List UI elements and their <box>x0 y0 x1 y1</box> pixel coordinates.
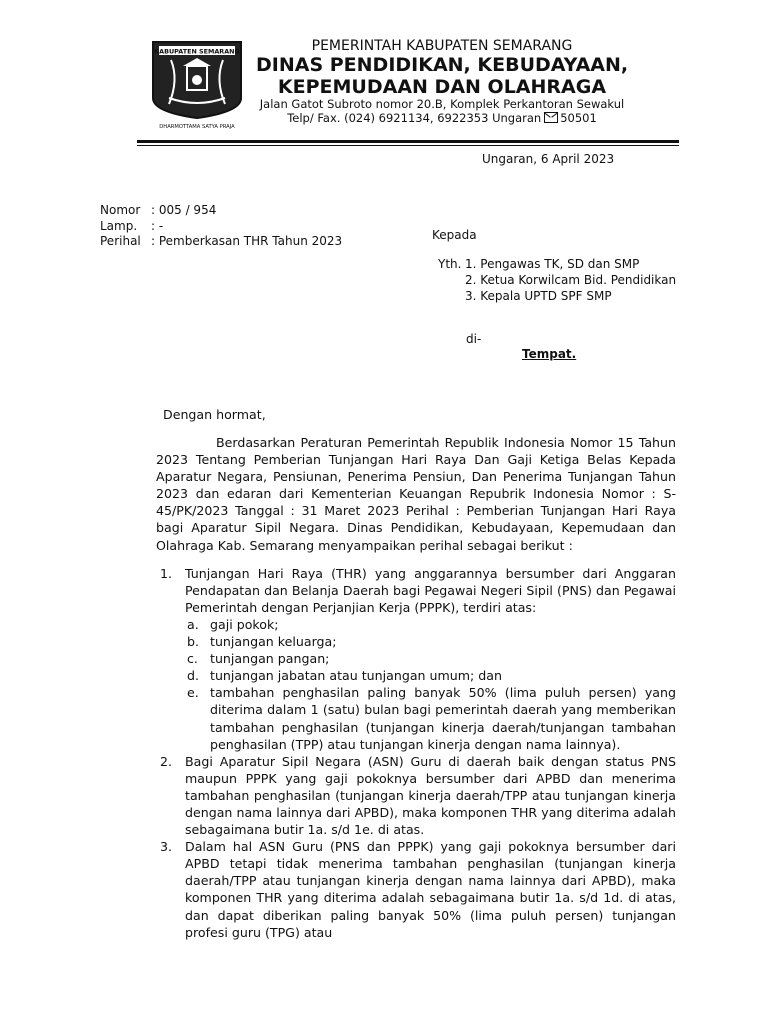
kepada-label: Kepada <box>432 228 477 242</box>
list-item <box>156 753 676 838</box>
lamp-value: : - <box>151 219 164 233</box>
salutation: Dengan hormat, <box>163 407 266 422</box>
perihal-label: Perihal <box>100 234 141 248</box>
sub-list-item <box>185 616 676 633</box>
point-text: Tunjangan Hari Raya (THR) yang anggarannya bersumber dari Anggaran Pendapatan dan Belanja Daerah bagi Pegawai Negeri Sipil (PNS) dan Pegawai Pemerintah dengan Perjanjian Kerja (PPPK), terdiri atas: <box>185 565 676 615</box>
letterhead-postal-code: 50501 <box>560 111 597 125</box>
list-item <box>156 565 676 753</box>
envelope-icon <box>544 112 558 123</box>
point-number: 2. <box>160 753 173 769</box>
point-number: 3. <box>160 839 173 855</box>
intro-paragraph: Berdasarkan Peraturan Pemerintah Republik Indonesia Nomor 15 Tahun 2023 Tentang Pemberian Tunjangan Hari Raya Dan Gaji Ketiga Belas Kepada Aparatur Negara, Pensiunan, Penerima Pensiun, Dan Penerima Tunjangan Tahun 2023 dan edaran dari Kementerian Keuangan Repubrik Indonesia Nomor : S-45/PK/2023 Tanggal : 31 Maret 2023 Perihal : Pemberian Tunjangan Hari Raya bagi Aparatur Sipil Negara. Dinas Pendidikan, Kebudayaan, Kepemudaan dan Olahraga Kab. Semarang menyampaikan perihal sebagai berikut : <box>156 435 676 553</box>
point-text: Bagi Aparatur Sipil Negara (ASN) Guru di daerah baik dengan status PNS maupun PPPK yang gaji pokoknya bersumber dari APBD dan menerima tambahan penghasilan (tunjangan kinerja daerah/TPP atau tunjangan kinerja dengan nama lainnya dari APBD), maka komponen THR yang diterima adalah sebagaimana butir 1a. s/d 1e. di atas. <box>185 753 676 838</box>
logo-motto: DHARMOTTAMA SATYA PRAJA <box>159 124 235 130</box>
sub-letter: c. <box>187 651 198 667</box>
sub-text: tambahan penghasilan paling banyak 50% (lima puluh persen) yang diterima dalam 1 (satu) bulan bagi pemerintah daerah yang memberikan tambahan penghasilan (tunjangan kinerja daerah/tunjangan tambahan penghasilan (TPP) atau tunjangan kinerja dengan nama lainnya). <box>210 685 676 752</box>
yth-label: Yth. <box>438 257 462 271</box>
points-list <box>156 565 676 941</box>
di-label: di- <box>466 332 482 346</box>
perihal-value: : Pemberkasan THR Tahun 2023 <box>151 234 343 248</box>
sub-text: tunjangan keluarga; <box>210 634 337 650</box>
letterhead-rule-thin <box>137 145 679 146</box>
sub-list-item <box>185 633 676 650</box>
letter-body <box>156 434 676 941</box>
letterhead-office-name-2: KEPEMUDAAN DAN OLAHRAGA <box>277 76 607 98</box>
sub-list-item <box>185 650 676 667</box>
letterhead-government: PEMERINTAH KABUPATEN SEMARANG <box>311 38 573 54</box>
sub-letter: a. <box>187 616 199 632</box>
sub-list-item <box>185 684 676 752</box>
sub-list-item <box>185 667 676 684</box>
list-item <box>156 838 676 941</box>
sub-text: gaji pokok; <box>210 616 279 632</box>
point-number: 1. <box>160 565 173 581</box>
sub-text: tunjangan jabatan atau tunjangan umum; dan <box>210 668 502 684</box>
recipient-item: 2. Ketua Korwilcam Bid. Pendidikan <box>465 273 677 287</box>
letterhead-phone: Telp/ Fax. (024) 6921134, 6922353 Ungaran <box>287 111 542 125</box>
lamp-label: Lamp. <box>100 219 138 233</box>
nomor-value: : 005 / 954 <box>151 203 217 217</box>
sub-letter: d. <box>187 668 199 684</box>
recipient-item: 1. Pengawas TK, SD dan SMP <box>465 257 640 271</box>
sub-text: tunjangan pangan; <box>210 651 330 667</box>
letterhead-contact <box>256 111 628 125</box>
sub-list <box>185 616 676 753</box>
letterhead-address: Jalan Gatot Subroto nomor 20.B, Komplek Perkantoran Sewakul <box>259 97 625 111</box>
regency-logo <box>149 40 245 130</box>
sub-letter: b. <box>187 634 199 650</box>
point-text: Dalam hal ASN Guru (PNS dan PPPK) yang gaji pokoknya bersumber dari APBD tetapi tidak menerima tambahan penghasilan (tunjangan kinerja daerah/TPP atau tunjangan kinerja dengan nama lainnya dari APBD), maka komponen THR yang diterima adalah sebagaimana butir 1a. s/d 1d. di atas, dan dapat diberikan paling banyak 50% (lima puluh persen) tunjangan profesi guru (TPG) atau <box>185 839 676 940</box>
letterhead-office-name-1: DINAS PENDIDIKAN, KEBUDAYAAN, <box>256 54 629 76</box>
sub-letter: e. <box>187 685 199 701</box>
tempat-label: Tempat. <box>522 347 577 361</box>
letterhead-rule-thick <box>137 140 679 143</box>
logo-top-text: KABUPATEN SEMARANG <box>154 47 240 56</box>
nomor-label: Nomor <box>100 203 141 217</box>
letter-date: Ungaran, 6 April 2023 <box>482 152 615 166</box>
recipient-item: 3. Kepala UPTD SPF SMP <box>465 289 612 303</box>
